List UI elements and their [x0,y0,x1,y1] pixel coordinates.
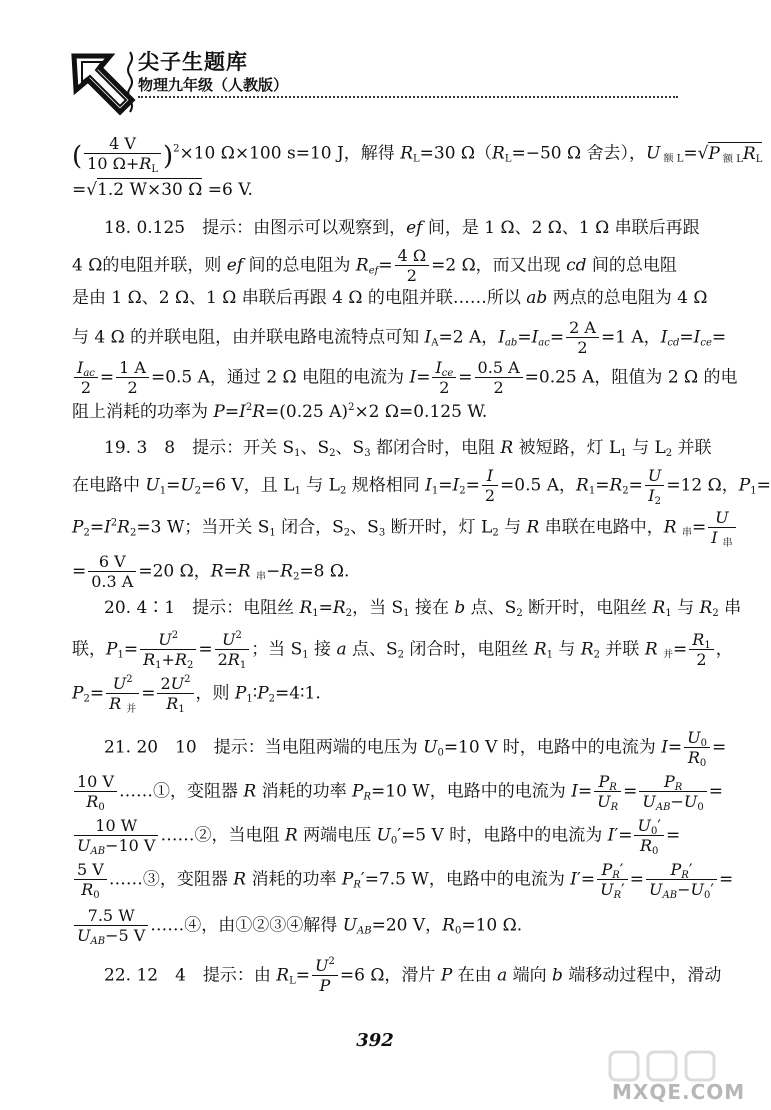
text-line: 20. 4∶1 提示：电阻丝 $R_1=R_2$，当 $S_1$ 接在 b 点、$S_2$ 断开时，电阻丝 $R_1$ 与 $R_2$ 串 [104,598,742,619]
text-line: $P_2=$ $U^2$ R $_并$ = $\frac{2U^2}{R_1}$ ，则 $P_1∶P_2=4∶1$. [72,674,321,715]
text-line: $\frac{5 V}{R_0}$ ……③，变阻器 R 消耗的功率 $P_R'=7.5$ W，电路中的电流为 I′= $\frac{P_R'}{U_R'}$ = $P_R'$ $U_{AB}-U_0'$ = [72,862,682,898]
text-line: 阻上消耗的功率为 $P=I^2R=(0.25$ A)$^2$×2 Ω=0.125 W. [72,402,488,422]
book-title: 尖子生题库 [138,50,248,74]
page-number: 392 [356,1030,394,1051]
text-line: = $\frac{6 V}{0.3 A}$ =20 Ω，R=R $_串-R_2=8$ Ω. [72,552,350,591]
text-line: 是由 1 Ω、2 Ω、1 Ω 串联后再跟 4 Ω 的电阻并联……所以 ab 两点的总电阻为 4 Ω [72,288,708,308]
text-line: 7.5 W $U_{AB}-5$ V ……④，由①②③④解得 $U_{AB}=20$ V，$R_0=10$ Ω. [72,908,682,944]
text-line: $\frac{10 V}{R_0}$ ……①，变阻器 R 消耗的功率 $P_R=10$ W，电路中的电流为 I= $\frac{P_R}{U_R}$ = $P_R$ $U_{AB}-U_0$ = [72,774,682,810]
text-line: 与 4 Ω 的并联电阻，由并联电路电流特点可知 $I_A=2$ A，$I_{ab}=I_{ac}=$ $\frac{2 A}{2}$ =1 A，$I_{cd}=I_{ce}=$ [72,318,727,357]
text-line: 19. 3 8 提示：开关 $S_1$、$S_2$、$S_3$ 都闭合时，电阻 R 被短路，灯 $L_1$ 与 $L_2$ 并联 [104,438,712,459]
text-line: 18. 0.125 提示：由图示可以观察到，ef 间，是 1 Ω、2 Ω、1 Ω 串联后再跟 [104,218,700,238]
text-line: =√1.2 W×30 Ω =6 V. [72,180,253,200]
text-line: 联，$P_1=$ $\frac{U^2}{R_1+R_2}$ = $\frac{U^2}{2R_1}$ ；当 $S_1$ 接 a 点、$S_2$ 闭合时，电阻丝 $R_1$ 与 $R_2$ 并联 R $_并$= $\frac{R_1}{2}$ ， [72,630,733,671]
text-line: 22. 12 4 提示：由 $R_L=$ $\frac{U^2}{P}$ =6 Ω，滑片 P 在由 a 端向 b 端移动过程中，滑动 [104,956,722,995]
text-line: 21. 20 10 提示：当电阻两端的电压为 $U_0=10$ V 时，电路中的电流为 I= $\frac{U_0}{R_0}$ = [104,728,727,769]
text-line: $I_{ac}$ 2 = $\frac{1 A}{2}$ =0.5 A，通过 2 Ω 电阻的电流为 I= $I_{ce}$ 2 = $\frac{0.5 A}{2}$ =0.25 A，阻值为 2 Ω 的电 [72,360,682,396]
watermark-url: MXQE.COM [612,1080,746,1104]
book-subtitle: 物理九年级（人教版） [138,76,289,94]
header-divider [138,96,678,98]
arrow-logo-icon [68,48,138,120]
text-line: 10 W $U_{AB}-10$ V ……②，当电阻 R 两端电压 $U_0'=5$ V 时，电路中的电流为 I′= $\frac{U_0'}{R_0}$ = [72,818,682,854]
text-line: ( $\frac{4 V}{10 \Omega+R_L}$ )$^2$×10 Ω×100 s=10 J，解得 $R_L=30$ $\Omega(R_L=-50$ Ω 舍去），U $_{额 L}$=√P $_{额 L}R_L$ [72,134,763,175]
text-line: 4 Ω的电阻并联，则 ef 间的总电阻为 $R_{ef}=$ $\frac{4 \Omega}{2}$ =2 Ω，而又出现 cd 间的总电阻 [72,246,677,285]
text-line: 在电路中 $U_1=U_2=6$ V，且 $L_1$ 与 $L_2$ 规格相同 $I_1=I_2=$ $\frac{I}{2}$ =0.5 A，$R_1=R_2=$ $\frac{U}{I_2}$ =12 Ω，$P_1=$ [72,466,771,507]
text-line: $P_2=I^2R_2=3$ W；当开关 $S_1$ 闭合，$S_2$、$S_3$ 断开时，灯 $L_2$ 与 R 串联在电路中，R $_串$= U I $_串$ [72,510,682,546]
